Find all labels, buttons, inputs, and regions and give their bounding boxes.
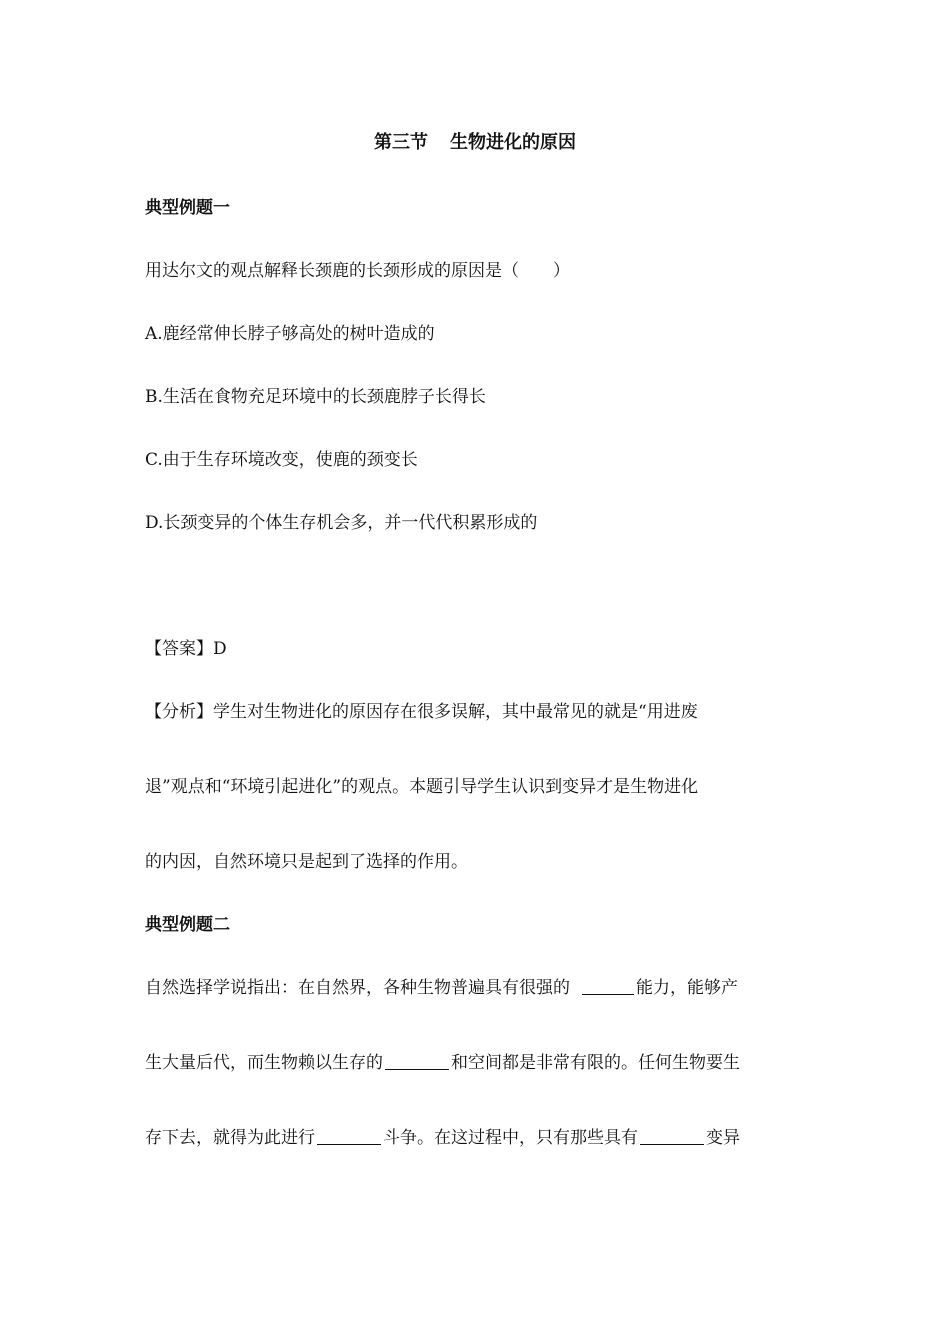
section-title [0, 130, 950, 156]
option-d: D.长颈变异的个体生存机会多，并一代代积累形成的 [145, 513, 538, 533]
example2-heading: 典型例题二 [145, 915, 230, 935]
fill-blank [582, 976, 634, 995]
fill-blank [640, 1126, 704, 1145]
example2-text: 斗争。在这过程中，只有那些具有 [383, 1128, 638, 1148]
fill-blank [385, 1051, 449, 1070]
example2-text: 自然选择学说指出：在自然界，各种生物普遍具有很强的 [145, 978, 570, 998]
example2-line-1 [145, 976, 805, 1000]
fill-blank [317, 1126, 381, 1145]
option-a: A.鹿经常伸长脖子够高处的树叶造成的 [145, 324, 435, 344]
example1-question: 用达尔文的观点解释长颈鹿的长颈形成的原因是（ ） [145, 261, 570, 281]
answer: 【答案】D [145, 639, 227, 659]
example2-text: 生大量后代，而生物赖以生存的 [145, 1053, 383, 1073]
example2-text: 能力，能够产 [636, 978, 738, 998]
example2-text: 变异 [706, 1128, 740, 1148]
example2-text: 和空间都是非常有限的。任何生物要生 [451, 1053, 740, 1073]
example2-text: 存下去，就得为此进行 [145, 1128, 315, 1148]
example1-heading: 典型例题一 [145, 198, 230, 218]
analysis-line-1: 【分析】学生对生物进化的原因存在很多误解，其中最常见的就是“用进废 [145, 702, 698, 722]
option-c: C.由于生存环境改变，使鹿的颈变长 [145, 450, 418, 470]
analysis-line-3: 的内因，自然环境只是起到了选择的作用。 [145, 852, 468, 872]
section-number: 第三节 [374, 132, 428, 153]
example2-line-2 [145, 1051, 805, 1075]
analysis-line-2: 退”观点和“环境引起进化”的观点。本题引导学生认识到变异才是生物进化 [145, 777, 699, 797]
option-b: B.生活在食物充足环境中的长颈鹿脖子长得长 [145, 387, 486, 407]
example2-line-3 [145, 1126, 805, 1150]
section-name: 生物进化的原因 [450, 132, 576, 153]
